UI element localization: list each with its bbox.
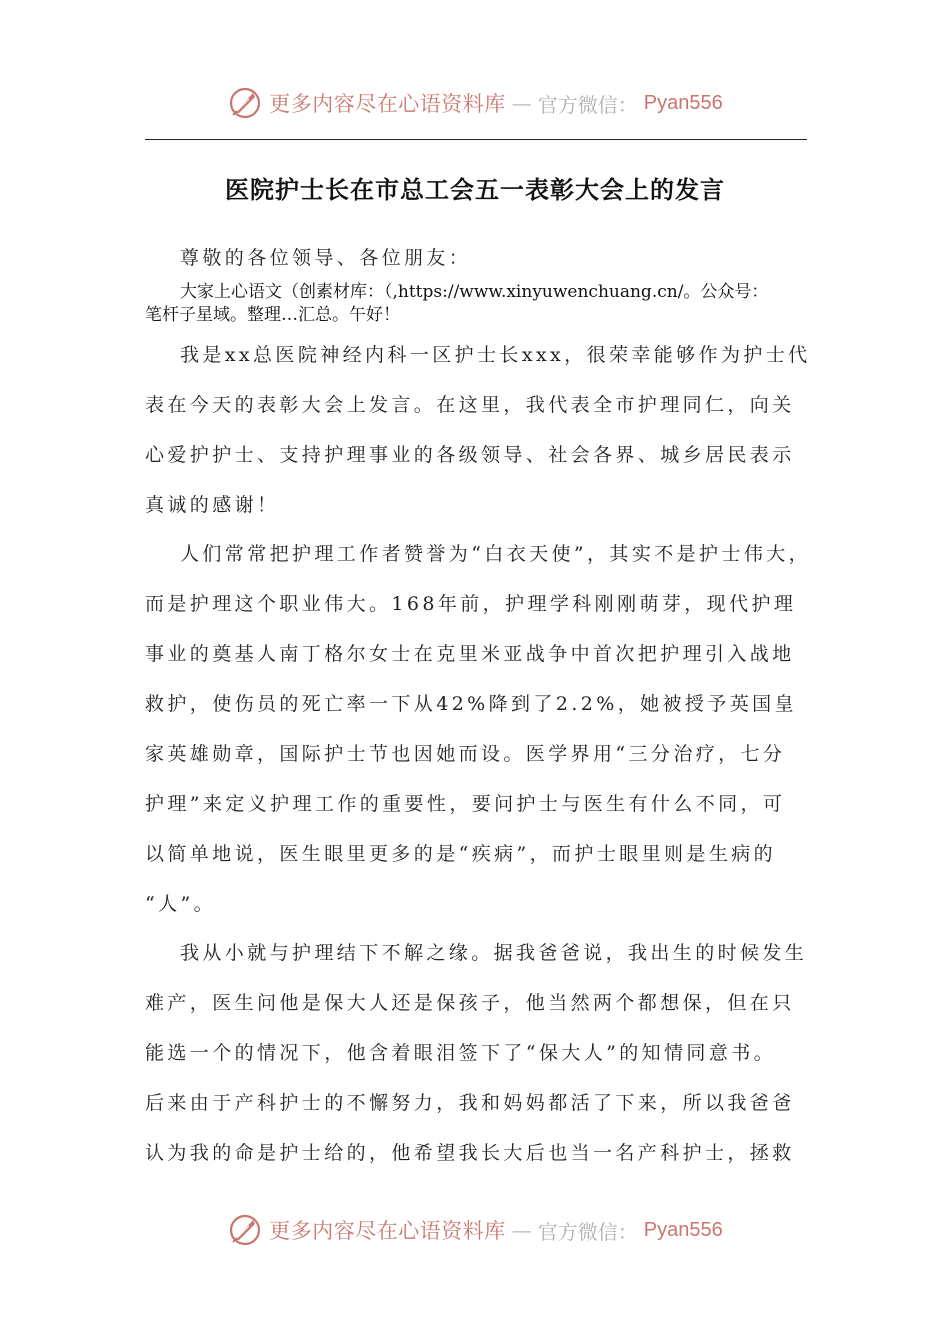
paragraph-line: 后来由于产科护士的不懈努力，我和妈妈都活了下来，所以我爸爸 bbox=[145, 1092, 795, 1114]
paragraph-line: 人们常常把护理工作者赞誉为“白衣天使”，其实不是护士伟大， bbox=[180, 543, 812, 565]
banner-dash: — bbox=[511, 1218, 532, 1242]
paragraph-line: “人”。 bbox=[145, 893, 217, 915]
paragraph-1 bbox=[145, 330, 815, 530]
greeting-line: 尊敬的各位领导、各位朋友： bbox=[180, 247, 472, 269]
paragraph-line: 表在今天的表彰大会上发言。在这里，我代表全市护理同仁，向关 bbox=[145, 394, 795, 416]
quill-logo-icon bbox=[227, 1212, 263, 1248]
paragraph-3 bbox=[145, 928, 815, 1178]
paragraph-line: 能选一个的情况下，他含着眼泪签下了“保大人”的知情同意书。 bbox=[145, 1042, 777, 1064]
paragraph-line: 真诚的感谢！ bbox=[145, 494, 280, 516]
header-rule bbox=[145, 139, 807, 140]
note-line: 笔杆子星域。整理…汇总。午好！ bbox=[145, 305, 400, 325]
quill-logo-icon bbox=[227, 85, 263, 121]
paragraph-line: 而是护理这个职业伟大。168年前，护理学科刚刚萌芽，现代护理 bbox=[145, 593, 797, 615]
greeting bbox=[145, 233, 815, 283]
note-line: 大家上心语文（创素材库：（,https://www.xinyuwenchuang.cn/。公众号： bbox=[180, 282, 769, 302]
paragraph-2 bbox=[145, 529, 815, 929]
paragraph-line: 我从小就与护理结下不解之缘。据我爸爸说，我出生的时候发生 bbox=[180, 942, 808, 964]
paragraph-line: 以简单地说，医生眼里更多的是“疾病”，而护士眼里则是生病的 bbox=[145, 843, 777, 865]
paragraph-line: 护理”来定义护理工作的重要性，要问护士与医生有什么不同，可 bbox=[145, 793, 786, 815]
footer-banner bbox=[0, 1205, 950, 1255]
banner-text: 更多内容尽在心语资料库 bbox=[269, 92, 506, 116]
paragraph-line: 救护，使伤员的死亡率一下从42%降到了2.2%，她被授予英国皇 bbox=[145, 693, 797, 715]
paragraph-line: 事业的奠基人南丁格尔女士在克里米亚战争中首次把护理引入战地 bbox=[145, 643, 795, 665]
document-title: 医院护士长在市总工会五一表彰大会上的发言 bbox=[225, 176, 725, 204]
source-note bbox=[145, 281, 805, 327]
banner-text: 更多内容尽在心语资料库 bbox=[269, 1219, 506, 1243]
paragraph-line: 心爱护护士、支持护理事业的各级领导、社会各界、城乡居民表示 bbox=[145, 444, 795, 466]
paragraph-line: 我是xx总医院神经内科一区护士长xxx，很荣幸能够作为护士代 bbox=[180, 344, 811, 366]
wechat-label: 官方微信： bbox=[537, 1219, 638, 1244]
wechat-id: Pyan556 bbox=[643, 91, 723, 114]
paragraph-line: 认为我的命是护士给的，他希望我长大后也当一名产科护士，拯救 bbox=[145, 1142, 795, 1164]
paragraph-line: 难产，医生问他是保大人还是保孩子，他当然两个都想保，但在只 bbox=[145, 992, 795, 1014]
header-banner bbox=[0, 78, 950, 128]
banner-dash: — bbox=[511, 91, 532, 115]
wechat-label: 官方微信： bbox=[537, 92, 638, 117]
paragraph-line: 家英雄勋章，国际护士节也因她而设。医学界用“三分治疗，七分 bbox=[145, 743, 786, 765]
wechat-id: Pyan556 bbox=[643, 1218, 723, 1241]
